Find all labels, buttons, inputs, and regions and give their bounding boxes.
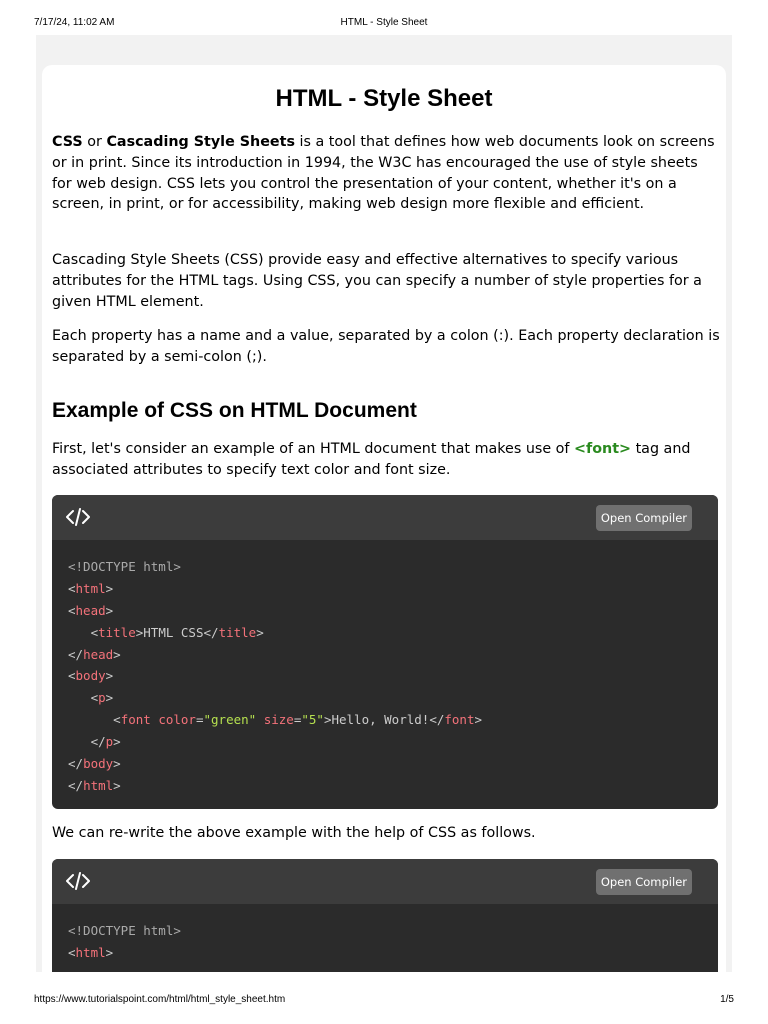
print-footer	[0, 994, 768, 1008]
code-line: <body>	[68, 668, 114, 684]
code-line: <head>	[68, 602, 114, 618]
code-line: <!DOCTYPE html>	[68, 923, 181, 938]
section-title: Example of CSS on HTML Document	[52, 399, 417, 422]
p4-before: First, let's consider an example of an HTML document that makes use of	[52, 441, 575, 457]
print-page-number: 1/5	[720, 994, 734, 1005]
code-line: </p>	[90, 734, 121, 750]
paragraph-3: Each property has a name and a value, separated by a colon (:). Each property declaration is separated by a semi-colon (;).	[52, 328, 720, 365]
code-block-1	[52, 495, 718, 809]
print-header	[0, 17, 768, 31]
code-block-header	[52, 495, 718, 540]
code-line: <html>	[68, 944, 114, 960]
font-tag-inline: <font>	[574, 441, 632, 457]
intro-paragraph	[52, 132, 720, 215]
open-compiler-button[interactable]: Open Compiler	[596, 505, 692, 531]
cascading-term: Cascading Style Sheets	[106, 134, 295, 150]
intro-rest: is a tool that defines how web documents look on screens or in print. Since its introduction in 1994, the W3C has encouraged the use of style sheets for web design. CSS lets you control the presentation of your content, whether it's on a screen, in print, or for accessibility, making web design more flexible and efficient.	[52, 134, 715, 213]
paragraph-5: We can re-write the above example with the help of CSS as follows.	[52, 825, 536, 841]
print-date: 7/17/24, 11:02 AM	[34, 17, 115, 28]
code-block-2	[52, 859, 718, 972]
code-line: <p>	[90, 690, 114, 706]
code-line: <title>HTML CSS</title>	[90, 624, 264, 640]
code-line: <font color="green" size="5">Hello, World!</font>	[113, 712, 483, 728]
code-line: <html>	[68, 580, 114, 596]
print-url: https://www.tutorialspoint.com/html/html_style_sheet.htm	[34, 994, 286, 1005]
print-title: HTML - Style Sheet	[340, 17, 428, 28]
code-icon	[66, 871, 90, 891]
paragraph-4	[52, 439, 720, 481]
page-background	[36, 35, 732, 972]
code-line: </html>	[68, 777, 121, 793]
article-card	[42, 65, 726, 972]
open-compiler-button[interactable]: Open Compiler	[596, 869, 692, 895]
code-icon	[66, 507, 90, 527]
code-line: </head>	[68, 646, 121, 662]
code-block-header	[52, 859, 718, 904]
paragraph-2: Cascading Style Sheets (CSS) provide easy and effective alternatives to specify various attributes for the HTML tags. Using CSS, you can specify a number of style properties for a given HTML element.	[52, 252, 702, 310]
p4-after: tag and associated attributes to specify text color and font size.	[52, 441, 691, 478]
intro-or: or	[82, 134, 107, 150]
code-line: </body>	[68, 756, 121, 772]
code-content	[52, 904, 718, 964]
page-title: HTML - Style Sheet	[275, 85, 493, 112]
code-line: <!DOCTYPE html>	[68, 559, 181, 574]
css-term: CSS	[52, 134, 83, 150]
code-content	[52, 540, 718, 797]
